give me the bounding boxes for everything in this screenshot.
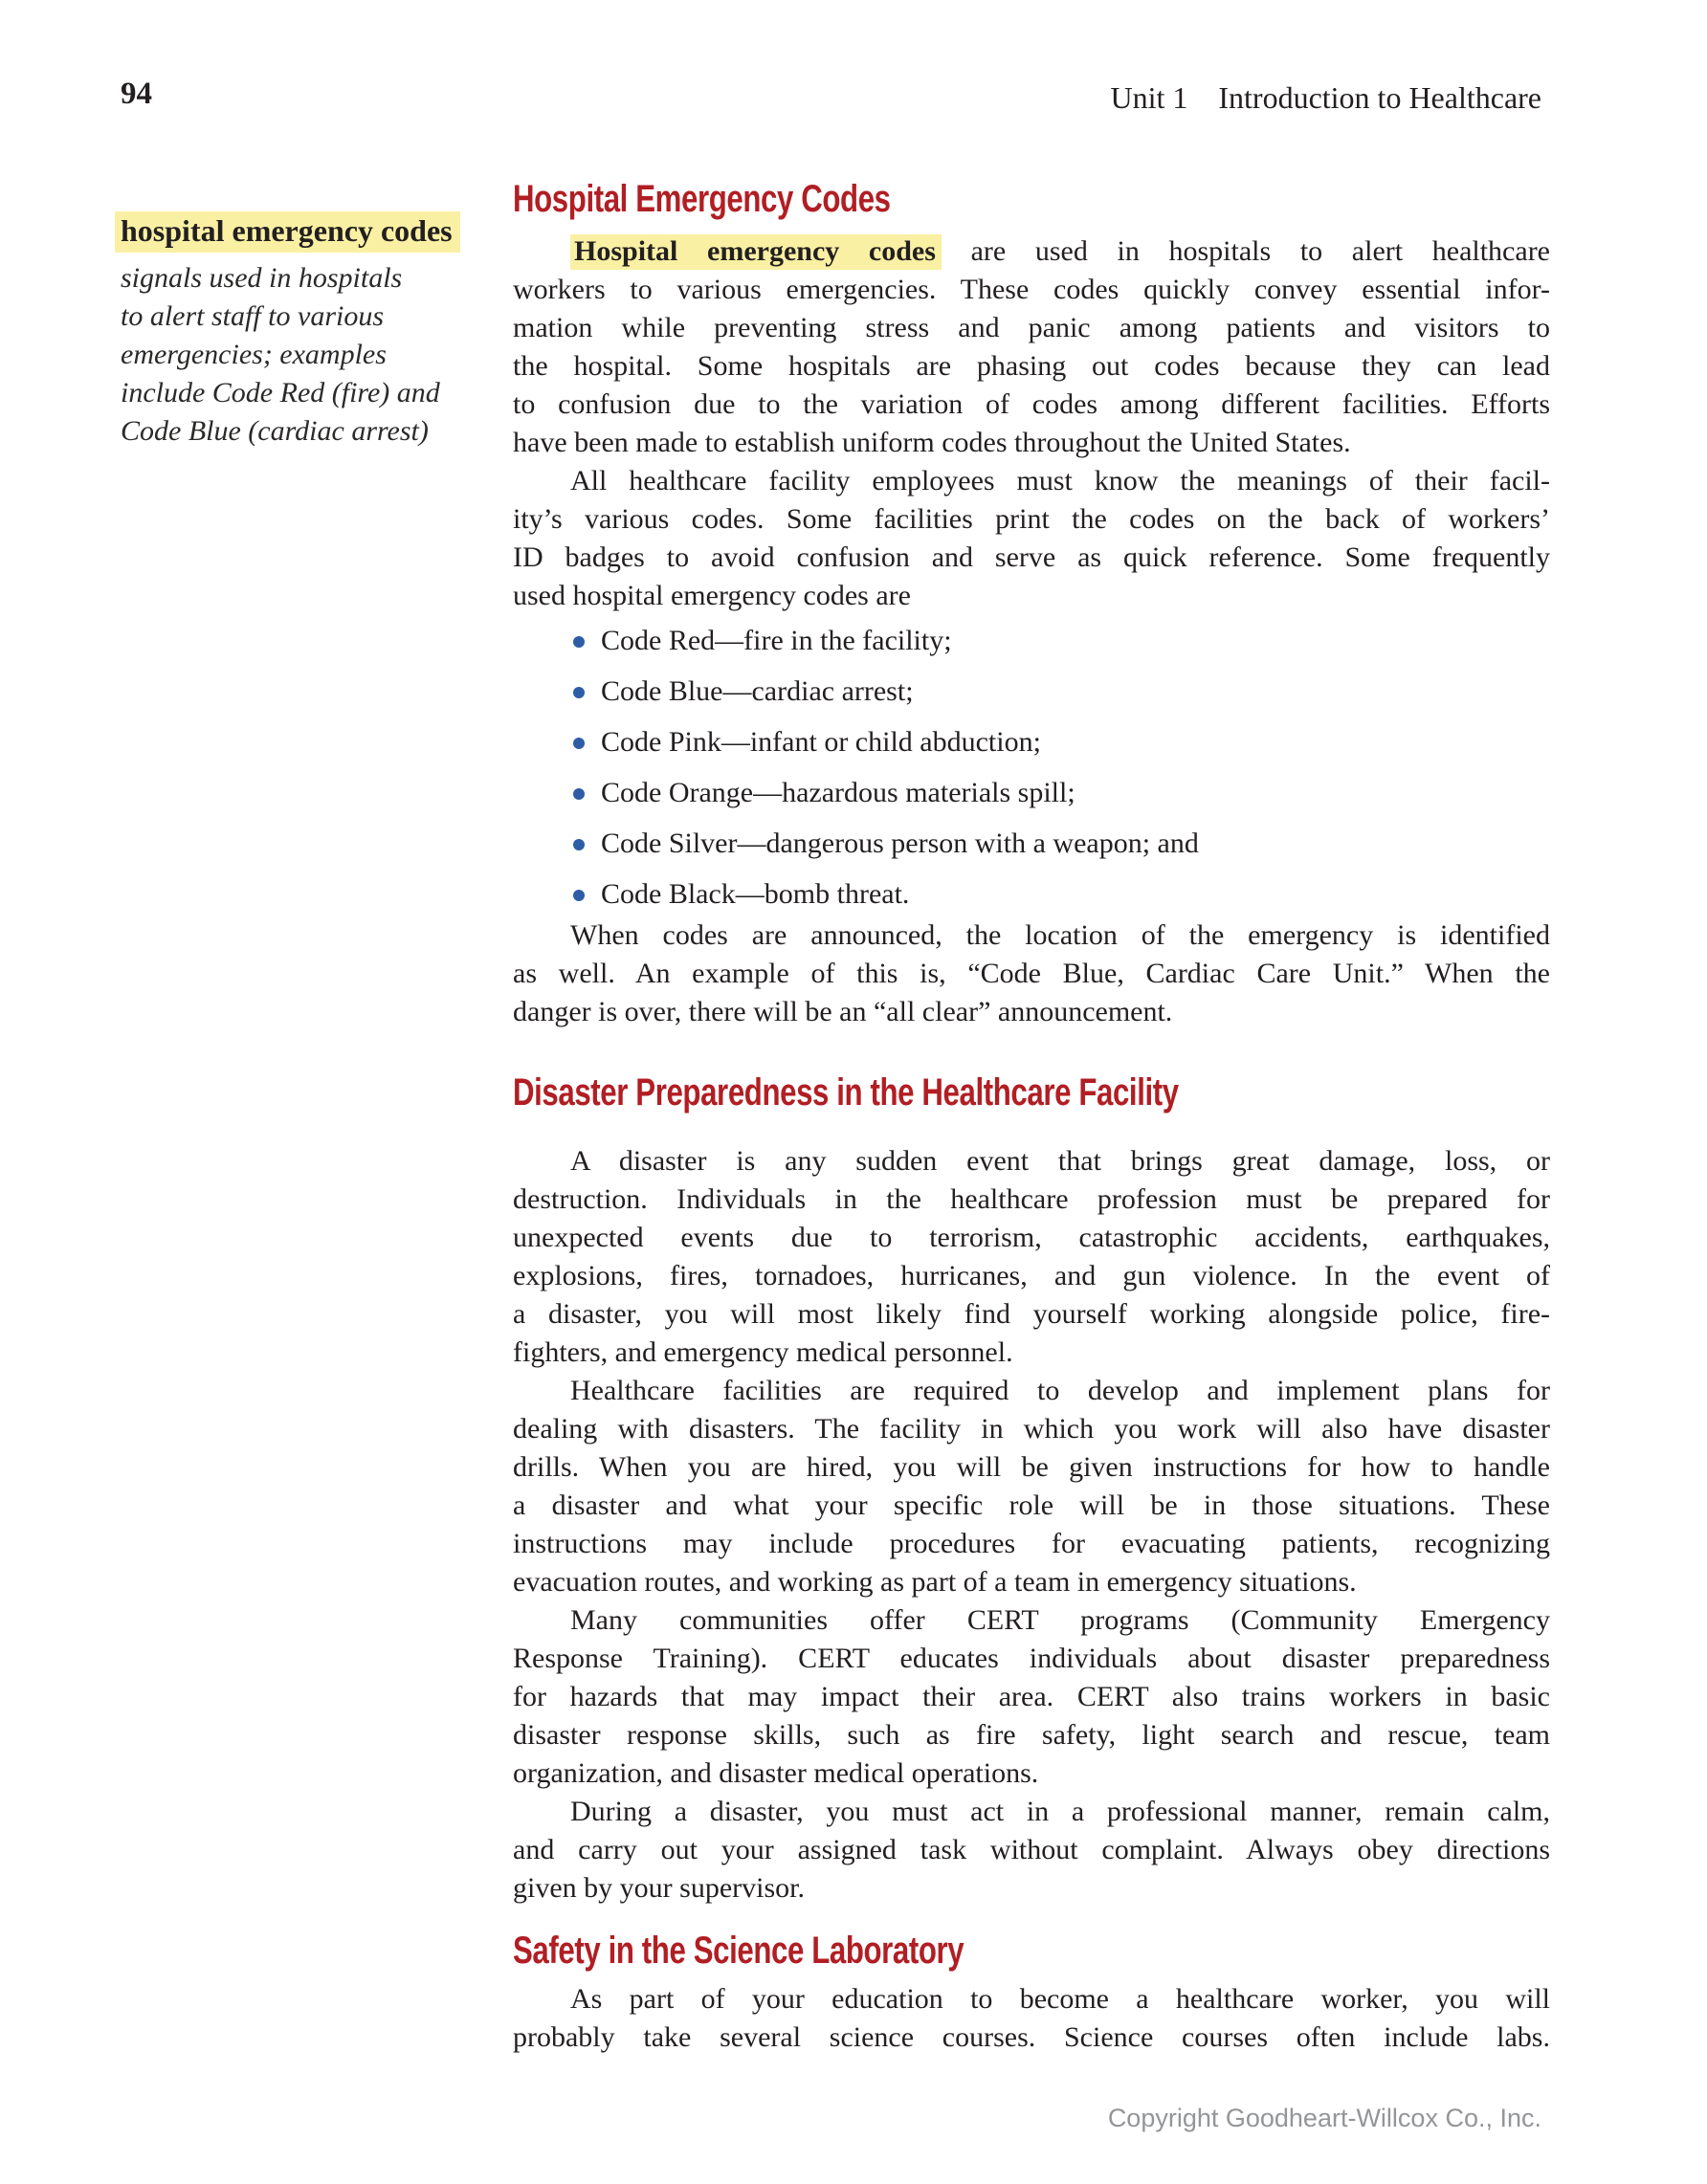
paragraph-line bbox=[513, 232, 1550, 271]
list-item bbox=[513, 875, 1550, 914]
paragraph-line: a disaster and what your specific role will be in those situations. These bbox=[513, 1489, 1550, 1521]
paragraph-line: mation while preventing stress and panic among patients and visitors to bbox=[513, 312, 1550, 343]
paragraph-line: explosions, fires, tornadoes, hurricanes, and gun violence. In the event of bbox=[513, 1260, 1550, 1291]
bullet-icon bbox=[573, 687, 585, 698]
definition-line: to alert staff to various bbox=[121, 300, 385, 332]
definition-term-highlight: hospital emergency codes bbox=[115, 211, 460, 253]
definition-text bbox=[121, 259, 503, 451]
list-item bbox=[513, 622, 1550, 660]
paragraph-line: ID badges to avoid confusion and serve as quick reference. Some frequently bbox=[513, 541, 1550, 573]
section-heading-disaster-preparedness: Disaster Preparedness in the Healthcare Facility bbox=[513, 1071, 1179, 1114]
paragraph-line: instructions may include procedures for evacuating patients, recognizing bbox=[513, 1528, 1550, 1559]
paragraph-text: are used in hospitals to alert healthcare bbox=[941, 235, 1550, 267]
list-item bbox=[513, 673, 1550, 711]
definition-line: signals used in hospitals bbox=[121, 262, 403, 294]
paragraph-line: A disaster is any sudden event that brings great damage, loss, or bbox=[570, 1145, 1550, 1177]
definition-line: emergencies; examples bbox=[121, 339, 387, 370]
paragraph-line: used hospital emergency codes are bbox=[513, 580, 911, 611]
running-head-unit: Unit 1 bbox=[1110, 80, 1188, 115]
paragraph-line: for hazards that may impact their area. CERT also trains workers in basic bbox=[513, 1681, 1550, 1712]
list-item-text: Code Blue—cardiac arrest; bbox=[601, 675, 914, 707]
paragraph-line: unexpected events due to terrorism, catastrophic accidents, earthquakes, bbox=[513, 1222, 1550, 1253]
paragraph-line: fighters, and emergency medical personnel. bbox=[513, 1336, 1013, 1368]
main-column bbox=[513, 172, 1550, 2057]
paragraph-line: ity’s various codes. Some facilities print the codes on the back of workers’ bbox=[513, 503, 1550, 535]
paragraph-line: organization, and disaster medical operations. bbox=[513, 1757, 1039, 1789]
paragraph bbox=[513, 1601, 1550, 1793]
paragraph-line: During a disaster, you must act in a professional manner, remain calm, bbox=[570, 1796, 1550, 1827]
running-head bbox=[1110, 80, 1541, 116]
definition-line: Code Blue (cardiac arrest) bbox=[121, 415, 429, 447]
list-item-text: Code Silver—dangerous person with a weapon; and bbox=[601, 827, 1199, 859]
key-term-highlight: Hospital emergency codes bbox=[570, 234, 942, 270]
paragraph bbox=[513, 1142, 1550, 1372]
list-item bbox=[513, 825, 1550, 863]
bullet-icon bbox=[573, 890, 585, 901]
list-item bbox=[513, 723, 1550, 761]
paragraph-line: disaster response skills, such as fire safety, light search and rescue, team bbox=[513, 1719, 1550, 1751]
paragraph-line: given by your supervisor. bbox=[513, 1872, 805, 1904]
margin-definition bbox=[121, 211, 503, 451]
paragraph-line: evacuation routes, and working as part of a team in emergency situations. bbox=[513, 1566, 1357, 1598]
list-item-text: Code Red—fire in the facility; bbox=[601, 625, 952, 656]
bullet-icon bbox=[573, 839, 585, 850]
paragraph bbox=[513, 1793, 1550, 1908]
paragraph-line: As part of your education to become a healthcare worker, you will bbox=[570, 1983, 1550, 2015]
paragraph-line: danger is over, there will be an “all clear” announcement. bbox=[513, 996, 1173, 1027]
paragraph-line: workers to various emergencies. These codes quickly convey essential infor- bbox=[513, 274, 1550, 305]
paragraph-line: probably take several science courses. Science courses often include labs. bbox=[513, 2021, 1550, 2053]
paragraph bbox=[513, 1372, 1550, 1601]
paragraph-line: the hospital. Some hospitals are phasing out codes because they can lead bbox=[513, 350, 1550, 382]
definition-line: include Code Red (fire) and bbox=[121, 377, 440, 408]
paragraph bbox=[513, 1980, 1550, 2057]
paragraph-line: as well. An example of this is, “Code Blue, Cardiac Care Unit.” When the bbox=[513, 958, 1550, 989]
paragraph-line: Many communities offer CERT programs (Community Emergency bbox=[570, 1604, 1550, 1636]
paragraph-line: drills. When you are hired, you will be given instructions for how to handle bbox=[513, 1451, 1550, 1483]
paragraph-line: a disaster, you will most likely find yourself working alongside police, fire- bbox=[513, 1298, 1550, 1330]
paragraph bbox=[513, 462, 1550, 615]
copyright-notice: Copyright Goodheart-Willcox Co., Inc. bbox=[1107, 2104, 1541, 2132]
paragraph-line: and carry out your assigned task without complaint. Always obey directions bbox=[513, 1834, 1550, 1865]
bullet-icon bbox=[573, 636, 585, 648]
paragraph-line: Response Training). CERT educates individuals about disaster preparedness bbox=[513, 1643, 1550, 1674]
paragraph-line: to confusion due to the variation of codes among different facilities. Efforts bbox=[513, 388, 1550, 420]
paragraph-line: When codes are announced, the location of the emergency is identified bbox=[570, 919, 1550, 951]
running-head-title: Introduction to Healthcare bbox=[1218, 80, 1541, 115]
paragraph bbox=[513, 916, 1550, 1031]
paragraph-line: Healthcare facilities are required to develop and implement plans for bbox=[570, 1375, 1550, 1406]
paragraph-line: All healthcare facility employees must know the meanings of their facil- bbox=[570, 465, 1550, 496]
list-item-text: Code Black—bomb threat. bbox=[601, 878, 910, 910]
paragraph bbox=[513, 232, 1550, 462]
bullet-icon bbox=[573, 788, 585, 800]
paragraph-line: have been made to establish uniform codes throughout the United States. bbox=[513, 427, 1351, 458]
emergency-code-list bbox=[513, 622, 1550, 914]
paragraph-line: destruction. Individuals in the healthcare profession must be prepared for bbox=[513, 1183, 1550, 1215]
list-item-text: Code Orange—hazardous materials spill; bbox=[601, 777, 1075, 808]
list-item-text: Code Pink—infant or child abduction; bbox=[601, 726, 1041, 758]
section-heading-safety-science-laboratory: Safety in the Science Laboratory bbox=[513, 1930, 964, 1972]
page-number: 94 bbox=[121, 77, 152, 111]
paragraph-line: dealing with disasters. The facility in which you work will also have disaster bbox=[513, 1413, 1550, 1445]
list-item bbox=[513, 774, 1550, 812]
section-heading-hospital-emergency-codes: Hospital Emergency Codes bbox=[513, 178, 891, 220]
bullet-icon bbox=[573, 738, 585, 749]
